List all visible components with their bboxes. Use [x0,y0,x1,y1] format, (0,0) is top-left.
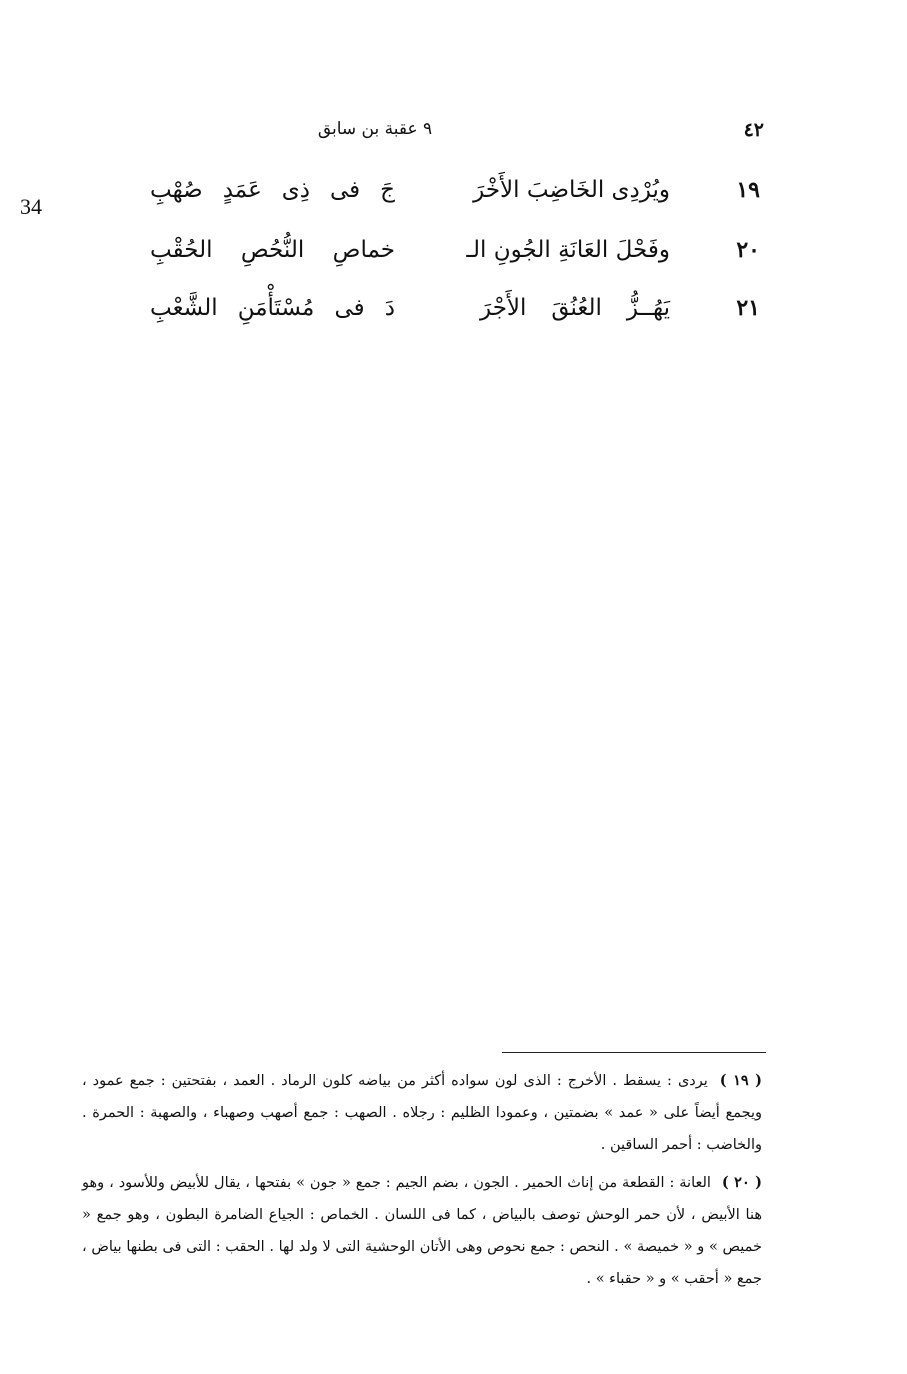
footnote-19 [82,1065,762,1161]
verse-first-hemistich: يَهُــزُّ العُنُقَ الأَجْرَ [480,295,670,321]
running-header: ٩ عقبة بن سابق [317,119,433,139]
verse-second-hemistich: دَ فى مُسْتَأْمَنِ الشَّعْبِ [150,295,395,321]
footnote-number: ( ١٩ ) [719,1072,762,1089]
footnotes [82,1065,762,1301]
verse-21 [150,286,770,330]
verse-first-hemistich: ويُرْدِى الخَاضِبَ الأَخْرَ [473,177,670,203]
page-number: ٤٢ [743,119,764,141]
verse-19 [150,168,770,212]
verse-second-hemistich: خماصِ النُّحُصِ الحُقْبِ [150,237,395,263]
verse-second-hemistich: جَ فى ذِى عَمَدٍ صُهْبِ [150,177,395,203]
footnote-divider [502,1052,766,1053]
footnote-text: العانة : القطعة من إناث الحمير . الجون ، بضم الجيم : جمع « جون » بفتحها ، يقال للأبيض وللأسود ، وهو هنا الأبيض ، لأن حمر الوحش توصف بالبياض ، كما فى اللسان . الخماص : الجياع الضامرة البطون ، وهو جمع « خميص » و « خميصة » . النحص : جمع نحوص وهى الأتان الوحشية التى لا ولد لها . الحقب : التى فى بطنها بياض ، جمع « أحقب » و « حقباء » . [82,1175,762,1287]
footnote-number: ( ٢٠ ) [721,1174,762,1191]
verse-first-hemistich: وفَحْلَ العَانَةِ الجُونِ الـ [466,237,670,263]
margin-page-marker: 34 [20,194,42,219]
verse-number: ٢٠ [736,237,760,263]
footnote-20 [82,1167,762,1295]
footnote-text: يردى : يسقط . الأخرج : الذى لون سواده أكثر من بياضه كلون الرماد . العمد ، بفتحتين : جمع عمود ، ويجمع أيضاً على « عمد » بضمتين ، وعمودا الظليم : رجلاه . الصهب : جمع أصهب وصهباء ، والصهبة : الحمرة . والخاضب : أحمر الساقين . [82,1073,762,1153]
verse-20 [150,228,770,272]
verse-number: ٢١ [736,295,760,321]
verse-number: ١٩ [736,177,760,203]
